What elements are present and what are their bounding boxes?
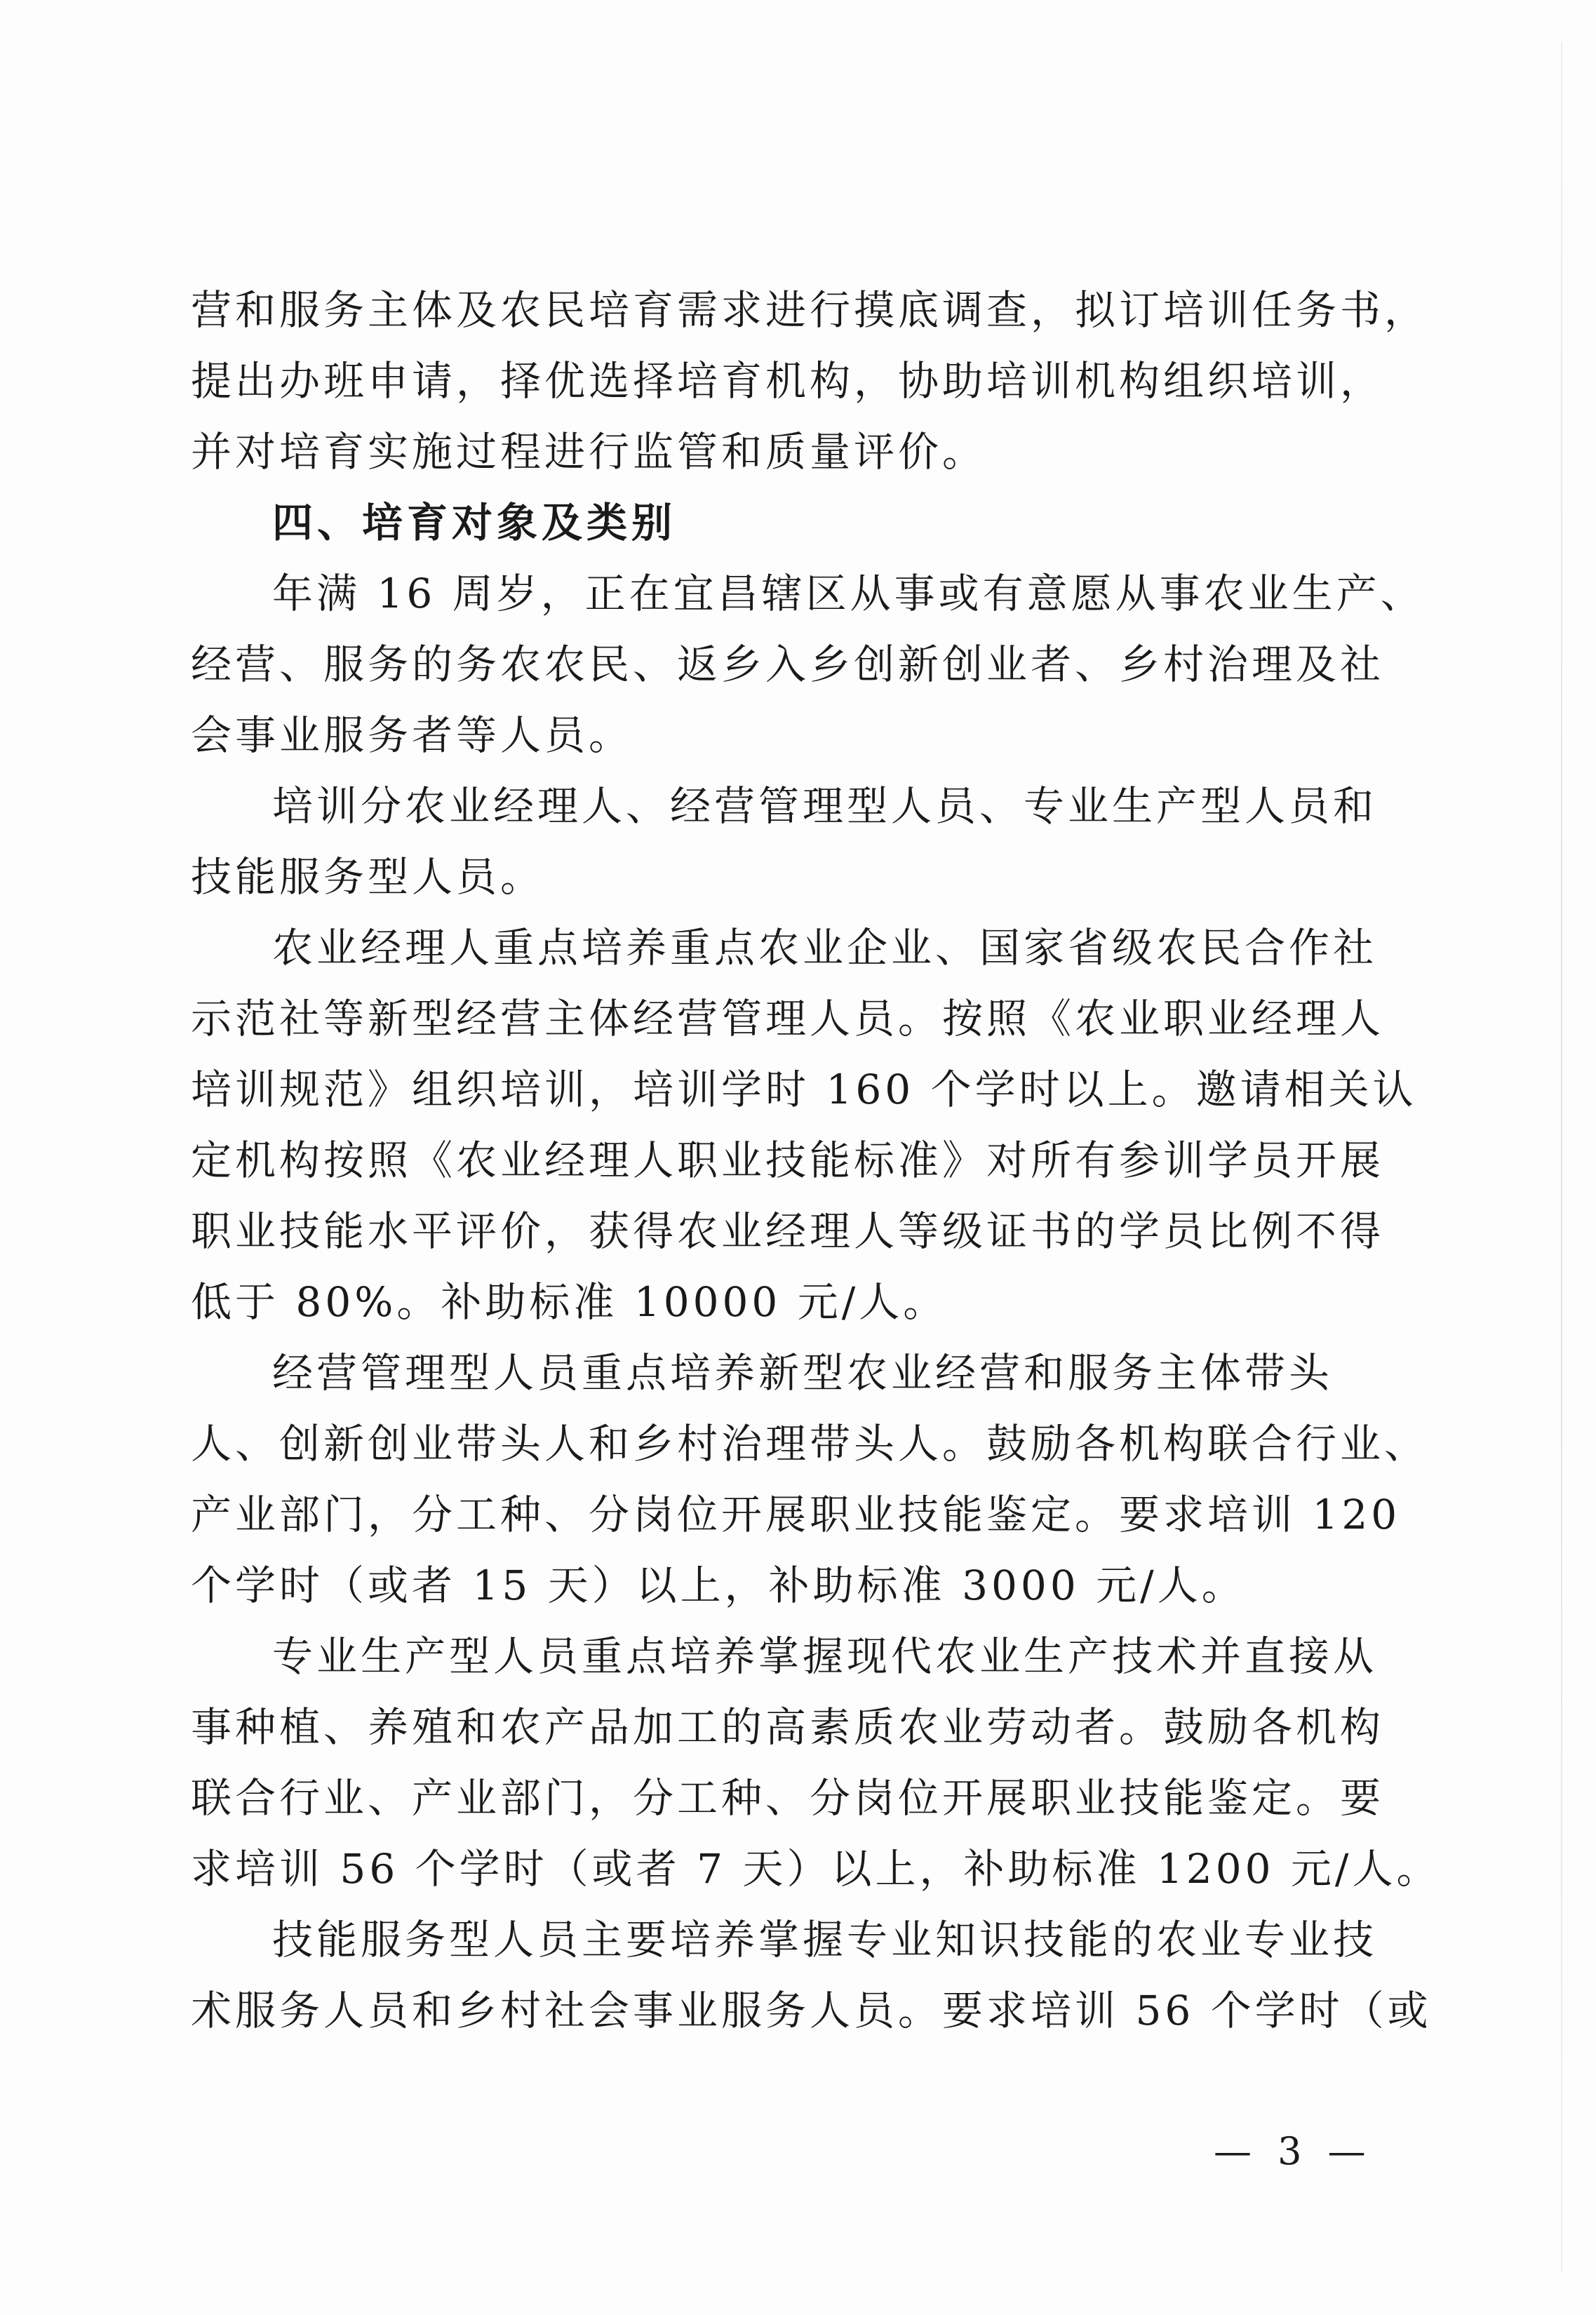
text-line: 经营、服务的务农农民、返乡入乡创新创业者、乡村治理及社 <box>191 640 1385 688</box>
scan-edge-shadow <box>1561 42 1562 2273</box>
text-line: 年满 16 周岁，正在宜昌辖区从事或有意愿从事农业生产、 <box>272 570 1425 617</box>
text-line: 人、创新创业带头人和乡村治理带头人。鼓励各机构联合行业、 <box>191 1420 1429 1468</box>
text-line: 并对培育实施过程进行监管和质量评价。 <box>191 428 987 476</box>
text-line: 示范社等新型经营主体经营管理人员。按照《农业职业经理人 <box>191 995 1385 1042</box>
section-heading: 四、培育对象及类别 <box>272 499 677 546</box>
text-line: 技能服务型人员主要培养掌握专业知识技能的农业专业技 <box>272 1916 1378 1964</box>
text-line: 专业生产型人员重点培养掌握现代农业生产技术并直接从 <box>272 1632 1378 1680</box>
text-line: 经营管理型人员重点培养新型农业经营和服务主体带头 <box>272 1349 1334 1397</box>
text-line: 培训规范》组织培训，培训学时 160 个学时以上。邀请相关认 <box>191 1066 1417 1113</box>
body-text <box>191 275 1441 2046</box>
text-line: 求培训 56 个学时（或者 7 天）以上，补助标准 1200 元/人。 <box>191 1845 1441 1893</box>
text-line: 技能服务型人员。 <box>191 853 545 901</box>
text-line: 事种植、养殖和农产品加工的高素质农业劳动者。鼓励各机构 <box>191 1703 1385 1751</box>
text-line: 职业技能水平评价，获得农业经理人等级证书的学员比例不得 <box>191 1207 1385 1255</box>
text-line: 术服务人员和乡村社会事业服务人员。要求培训 56 个学时（或 <box>191 1987 1432 2034</box>
text-line: 农业经理人重点培养重点农业企业、国家省级农民合作社 <box>272 924 1378 972</box>
text-line: 定机构按照《农业经理人职业技能标准》对所有参训学员开展 <box>191 1136 1385 1184</box>
page-number: — 3 — <box>1214 2129 1373 2173</box>
text-line: 产业部门，分工种、分岗位开展职业技能鉴定。要求培训 120 <box>191 1491 1401 1538</box>
text-line: 低于 80%。补助标准 10000 元/人。 <box>191 1278 948 1326</box>
text-line: 会事业服务者等人员。 <box>191 711 633 759</box>
text-line: 营和服务主体及农民培育需求进行摸底调查，拟订培训任务书， <box>191 286 1429 334</box>
text-line: 培训分农业经理人、经营管理型人员、专业生产型人员和 <box>272 782 1378 830</box>
text-line: 提出办班申请，择优选择培育机构，协助培训机构组织培训， <box>191 357 1385 405</box>
text-line: 联合行业、产业部门，分工种、分岗位开展职业技能鉴定。要 <box>191 1774 1385 1822</box>
text-line: 个学时（或者 15 天）以上，补助标准 3000 元/人。 <box>191 1562 1246 1609</box>
